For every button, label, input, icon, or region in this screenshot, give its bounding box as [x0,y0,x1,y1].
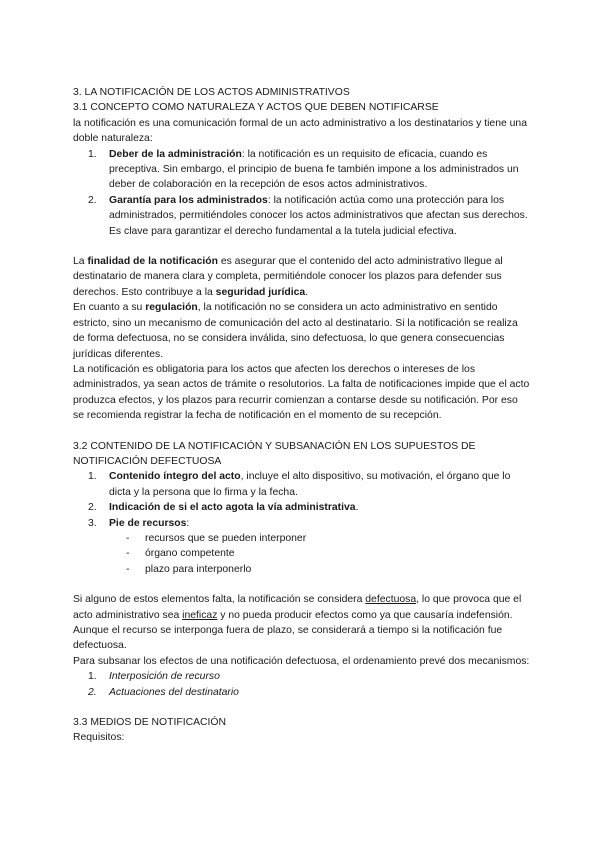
naturaleza-list [73,147,531,239]
item-term: Garantía para los administrados [109,194,268,206]
subsection-3-2-title: 3.2 CONTENIDO DE LA NOTIFICACIÓN Y SUBSANACIÓN EN LOS SUPUESTOS DE NOTIFICACIÓN DEFECTUOSA [73,440,476,467]
document-content [73,85,531,746]
item-term: Pie de recursos [109,517,187,529]
dash-bullet: - [126,532,130,544]
list-item [73,469,531,500]
item-text: : [186,517,190,529]
list-item: - plazo para interponerlo [73,562,531,577]
list-item: - órgano competente [73,546,531,561]
finalidad-paragraph: La finalidad de la notificación es asegurar que el contenido del acto administrativo llegue al destinatario de manera clara y completa, permitiéndole conocer los plazos para defender sus derechos. Esto contribuye a la seguridad jurídica. [73,256,503,298]
subsection-3-1-title: 3.1 CONCEPTO COMO NATURALEZA Y ACTOS QUE DEBEN NOTIFICARSE [73,102,439,114]
item-text: Actuaciones del destinatario [109,686,239,698]
seguridad-juridica-term: seguridad jurídica [215,286,306,298]
requisitos-label: Requisitos: [73,732,125,744]
dash-bullet: - [126,563,130,575]
regulacion-paragraph: En cuanto a su regulación, la notificación no se considera un acto administrativo en sentido estricto, sino un mecanismo de comunicación del acto al destinatario. Si la notificación se realiza de forma defectuosa, no se considera inválida, sino defectuosa, lo que genera consecuencias jurídicas diferentes. [73,302,518,360]
list-item [73,685,531,700]
contenido-list [73,469,531,531]
regulacion-term: regulación [145,302,198,314]
item-term: Indicación de si el acto agota la vía administrativa [109,502,356,514]
item-term: Contenido íntegro del acto [109,471,241,483]
defectuosa-paragraph: Si alguno de estos elementos falta, la notificación se considera defectuosa, lo que provoca que el acto administrativo sea ineficaz y no pueda producir efectos como ya que causaría indefensión. Aunque el recurso se interponga fuera de plazo, se considerará a tiempo si la notificación fue defectuosa. [73,594,522,652]
recursos-list [73,531,531,577]
list-item [73,516,531,531]
item-text: : la notificación es un requisito de eficacia, cuando es preceptiva. Sin embargo, el principio de buena fe también impone a los administrados un deber de colaboración en la recepción de esos actos administrativos. [109,148,519,191]
item-text: : la notificación actúa como una protección para los administrados, permitiéndoles conocer los actos administrativos que afectan sus derechos. Es clave para garantizar el derecho fundamental a la tutela judicial efectiva. [109,194,528,237]
list-number: 1. [88,148,97,160]
subsanar-paragraph: Para subsanar los efectos de una notificación defectuosa, el ordenamiento prevé dos mecanismos: [73,655,530,667]
list-number: 1. [88,671,97,683]
list-item [73,500,531,515]
list-item: - recursos que se pueden interponer [73,531,531,546]
list-item [73,147,531,193]
subsection-3-3-title: 3.3 MEDIOS DE NOTIFICACIÓN [73,717,226,729]
list-item [73,669,531,684]
list-number: 1. [88,471,97,483]
list-number: 2. [88,686,97,698]
section-title: 3. LA NOTIFICACIÓN DE LOS ACTOS ADMINISTRATIVOS [73,87,350,98]
intro-paragraph: la notificación es una comunicación formal de un acto administrativo a los destinatarios y tiene una doble naturaleza: [73,117,527,145]
obligatoria-paragraph: La notificación es obligatoria para los actos que afecten los derechos o intereses de los administrados, ya sean actos de trámite o resolutorios. La falta de notificaciones impide que el acto produzca efectos, y los plazos para recurrir comienzan a contarse desde su notificación. Por eso se recomienda registrar la fecha de notificación en el momento de su recepción. [73,363,530,422]
list-number: 2. [88,194,97,206]
item-text: Interposición de recurso [109,671,220,683]
list-item [73,193,531,239]
item-term: Deber de la administración [109,148,242,160]
defectuosa-term: defectuosa [365,594,417,606]
item-text: . [355,502,359,514]
item-text: , incluye el alto dispositivo, su motivación, el órgano que lo dicta y la persona que lo firma y la fecha. [109,471,511,498]
list-number: 2. [88,502,97,514]
list-number: 3. [88,517,97,529]
ineficaz-term: ineficaz [182,609,218,621]
mecanismos-list [73,669,531,700]
finalidad-term: finalidad de la notificación [87,256,218,268]
dash-bullet: - [126,548,130,560]
